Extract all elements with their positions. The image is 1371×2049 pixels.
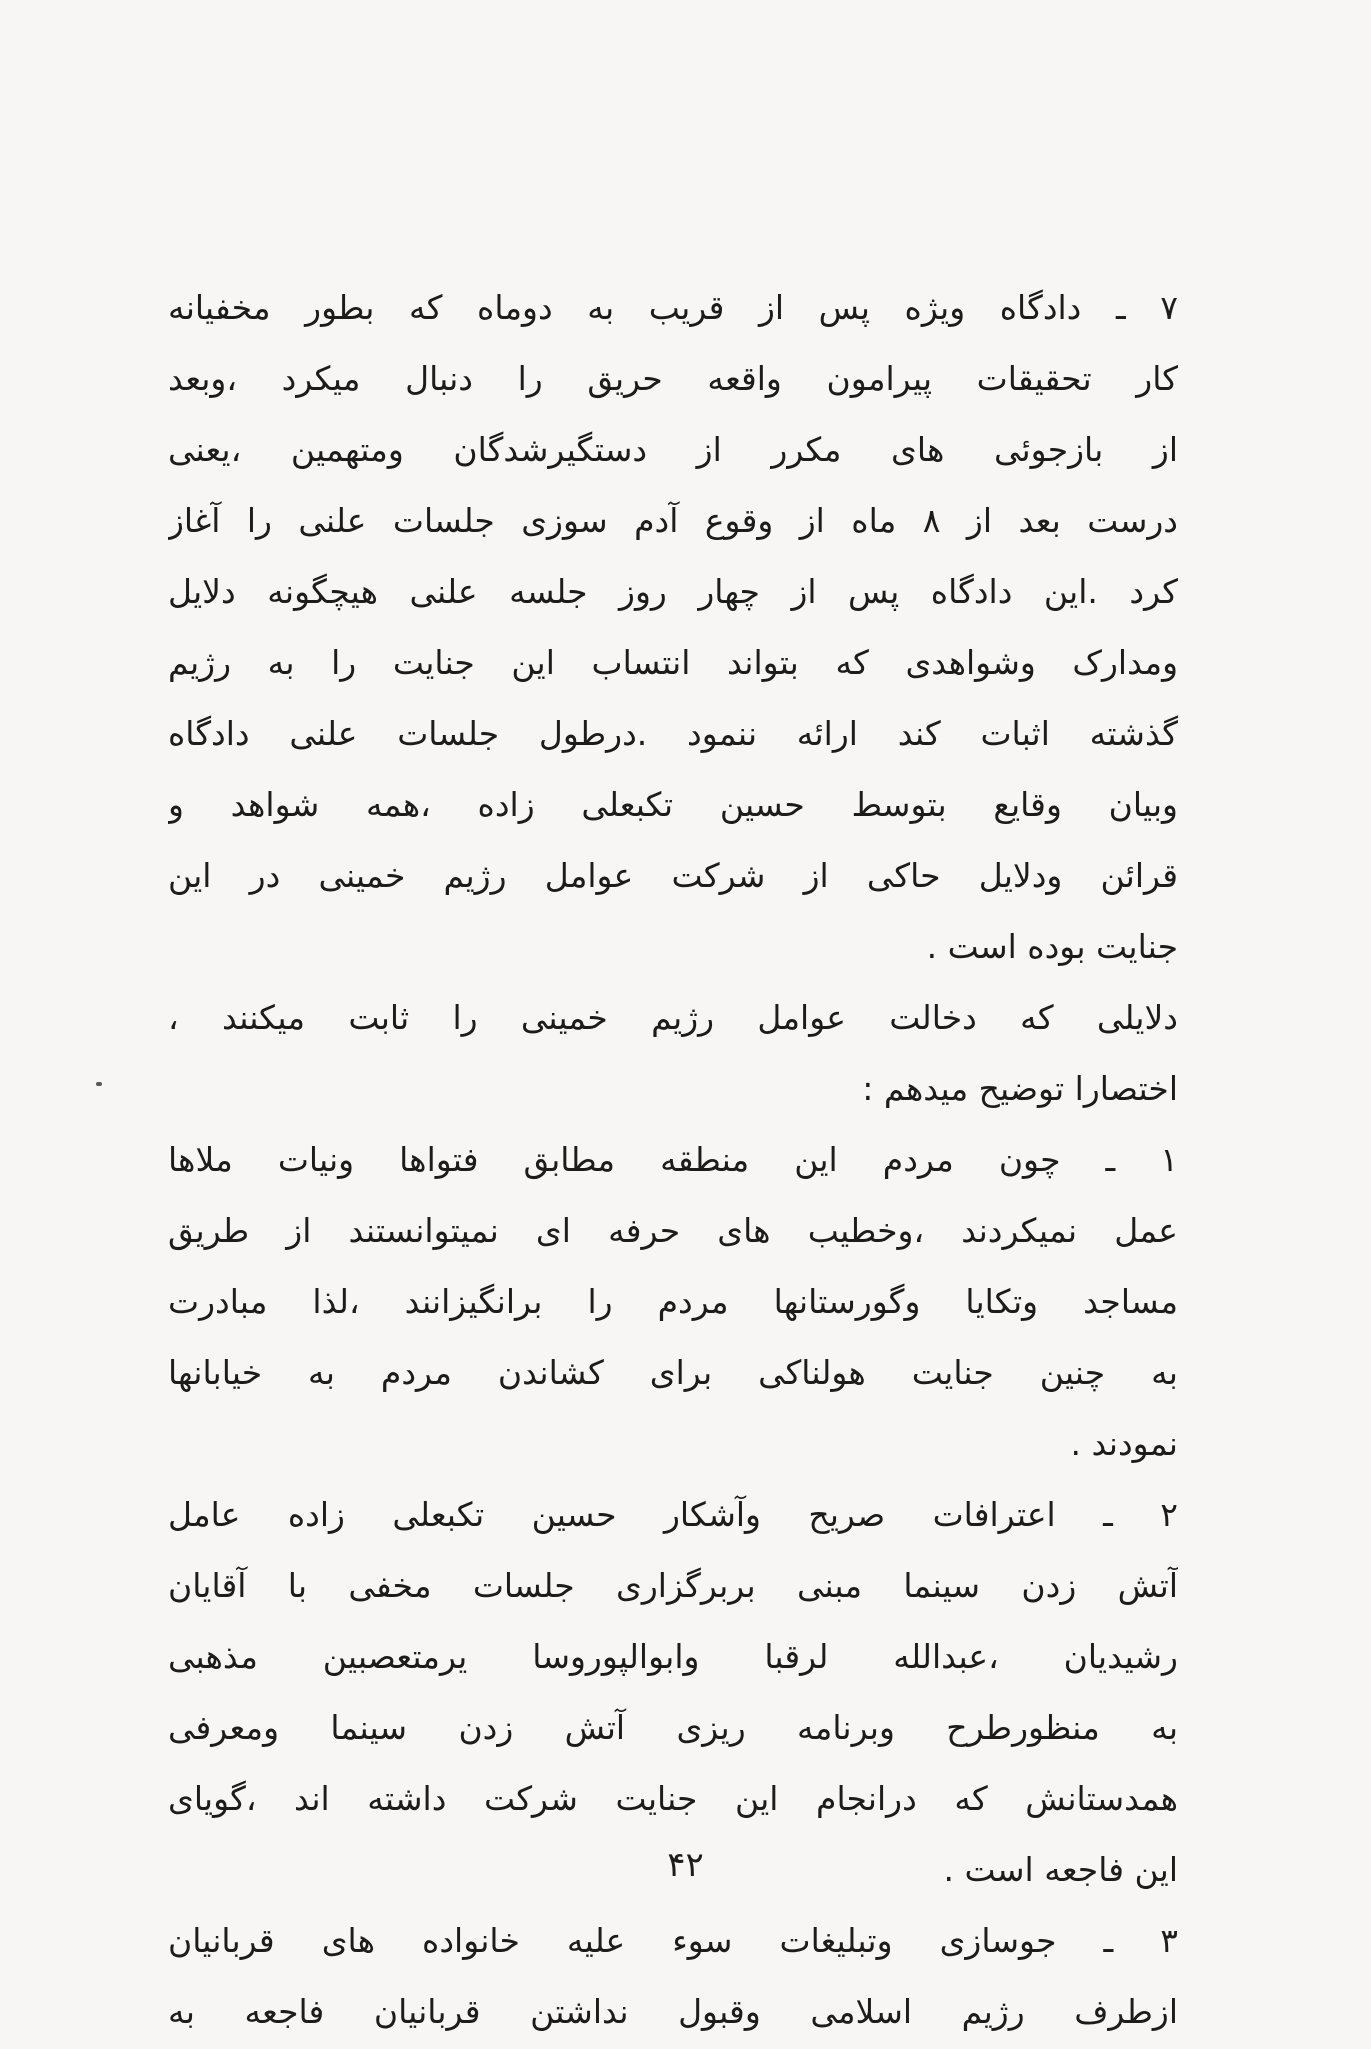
text-line: ۲ ـ اعترافات صریح وآشکار حسین تکبعلی زاده عامل: [168, 1495, 1178, 1534]
text-line: دلایلی که دخالت عوامل رژیم خمینی را ثابت میکنند ،: [168, 998, 1178, 1037]
text-line: ۱ ـ چون مردم این منطقه مطابق فتواها ونیات ملاها: [168, 1140, 1178, 1179]
text-line: وبیان وقایع بتوسط حسین تکبعلی زاده ،همه شواهد و: [168, 785, 1178, 824]
body-text: [168, 272, 1178, 2047]
text-line: از بازجوئی های مکرر از دستگیرشدگان ومتهمین ،یعنی: [168, 430, 1178, 469]
text-line: قرائن ودلایل حاکی از شرکت عوامل رژیم خمینی در این: [168, 856, 1178, 895]
text-line: رشیدیان ،عبدالله لرقبا وابوالپوروسا یرمتعصبین مذهبی: [168, 1637, 1178, 1676]
text-line: ۳ ـ جوسازی وتبلیغات سوء علیه خانواده های قربانیان: [168, 1921, 1178, 1960]
text-line: ازطرف رژیم اسلامی وقبول نداشتن قربانیان فاجعه به: [168, 1992, 1178, 2031]
text-line: آتش زدن سینما مبنی بربرگزاری جلسات مخفی با آقایان: [168, 1566, 1178, 1605]
ink-speck: [96, 1082, 102, 1086]
text-line: اختصارا توضیح میدهم :: [862, 1069, 1178, 1108]
text-line: درست بعد از ۸ ماه از وقوع آدم سوزی جلسات علنی را آغاز: [168, 501, 1178, 540]
text-line: نمودند .: [1070, 1424, 1178, 1463]
page-number: ۴۲: [667, 1845, 704, 1885]
text-line: این فاجعه است .: [943, 1850, 1178, 1889]
text-line: کار تحقیقات پیرامون واقعه حریق را دنبال میکرد ،وبعد: [168, 359, 1178, 398]
text-line: به منظورطرح وبرنامه ریزی آتش زدن سینما ومعرفی: [168, 1708, 1178, 1747]
text-line: کرد .این دادگاه پس از چهار روز جلسه علنی هیچگونه دلایل: [168, 572, 1178, 611]
text-line: گذشته اثبات کند ارائه ننمود .درطول جلسات علنی دادگاه: [168, 714, 1178, 753]
text-line: به چنین جنایت هولناکی برای کشاندن مردم به خیابانها: [168, 1353, 1178, 1392]
text-line: عمل نمیکردند ،وخطیب های حرفه ای نمیتوانستند از طریق: [168, 1211, 1178, 1250]
text-line: ۷ ـ دادگاه ویژه پس از قریب به دوماه که بطور مخفیانه: [168, 288, 1178, 327]
text-line: ومدارک وشواهدی که بتواند انتساب این جنایت را به رژیم: [168, 643, 1178, 682]
text-line: مساجد وتکایا وگورستانها مردم را برانگیزانند ،لذا مبادرت: [168, 1282, 1178, 1321]
text-line: جنایت بوده است .: [926, 927, 1178, 966]
text-line: همدستانش که درانجام این جنایت شرکت داشته اند ،گویای: [168, 1779, 1178, 1818]
